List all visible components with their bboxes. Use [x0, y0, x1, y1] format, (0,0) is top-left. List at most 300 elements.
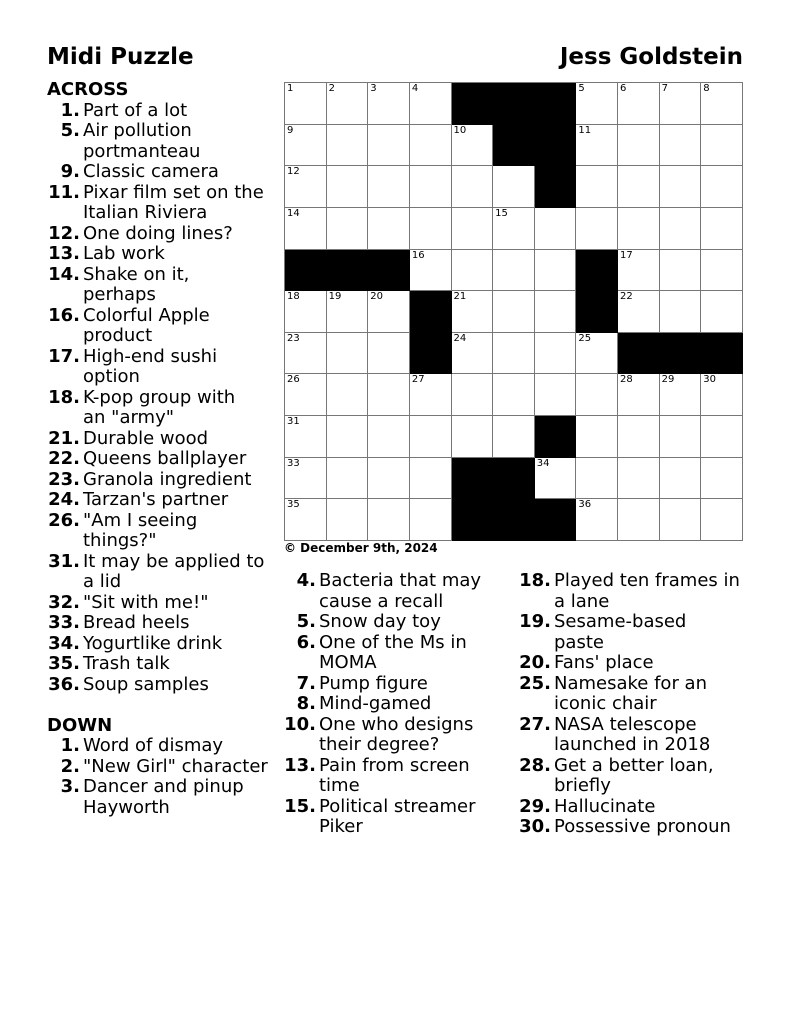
clue-number: 10. [284, 713, 316, 735]
grid-cell[interactable] [576, 83, 618, 125]
clue-text: Fans' place [554, 652, 654, 673]
clue-text: Bread heels [83, 612, 190, 633]
cell-number: 28 [620, 374, 633, 386]
clue-number: 27. [519, 713, 551, 735]
across-clue[interactable] [47, 306, 282, 347]
grid-cell[interactable] [660, 125, 702, 167]
clue-number: 13. [48, 243, 80, 264]
down-clue-column-2 [283, 571, 513, 838]
grid-cell[interactable] [452, 291, 494, 333]
cell-number: 4 [411, 83, 419, 94]
clue-text: One who designs [319, 713, 474, 735]
across-clue[interactable] [47, 593, 282, 614]
clue-number: 26. [48, 509, 80, 531]
grid-cell[interactable] [410, 125, 452, 167]
grid-cell[interactable] [576, 416, 618, 458]
grid-cell[interactable] [368, 416, 410, 458]
cell-number: 26 [287, 374, 300, 386]
clue-text: Granola ingredient [83, 468, 252, 490]
down-clue[interactable] [283, 571, 513, 612]
grid-cell[interactable] [660, 208, 702, 250]
clue-text: MOMA [319, 652, 377, 673]
down-clue[interactable] [283, 756, 513, 797]
cell-number: 10 [453, 124, 467, 136]
black-square [535, 125, 577, 167]
across-clue[interactable] [47, 265, 282, 306]
grid-cell[interactable] [368, 291, 410, 333]
clue-text: Pump figure [319, 672, 428, 694]
clue-number: 9. [60, 161, 80, 182]
grid-cell[interactable] [618, 374, 660, 416]
cell-number: 5 [578, 83, 585, 94]
clue-number: 29. [519, 795, 551, 817]
grid-cell[interactable] [327, 458, 369, 500]
clue-number: 33. [48, 612, 80, 633]
cell-number: 22 [620, 291, 633, 303]
puzzle-author: Jess Goldstein [559, 44, 743, 70]
down-clue[interactable] [283, 674, 513, 695]
black-square [618, 333, 660, 375]
clue-number: 17. [48, 345, 80, 367]
grid-cell[interactable] [493, 416, 535, 458]
grid-cell[interactable] [368, 333, 410, 375]
grid-cell[interactable] [285, 208, 327, 250]
cell-number: 25 [578, 332, 592, 344]
grid-cell[interactable] [410, 374, 452, 416]
grid-cell[interactable] [285, 416, 327, 458]
across-clue[interactable] [47, 183, 282, 224]
down-clue-column-3 [518, 571, 758, 838]
across-clue[interactable] [47, 511, 282, 552]
across-clue[interactable] [47, 101, 282, 122]
grid-cell[interactable] [576, 166, 618, 208]
across-clue[interactable] [47, 388, 282, 429]
clue-number: 12. [48, 222, 80, 244]
grid-cell[interactable] [701, 250, 743, 292]
clue-text: Queens ballplayer [83, 448, 247, 469]
grid-cell[interactable] [618, 416, 660, 458]
clue-number: 13. [284, 754, 316, 776]
grid-cell[interactable] [701, 83, 743, 125]
grid-cell[interactable] [701, 416, 743, 458]
across-clue[interactable] [47, 429, 282, 450]
clue-text: Hayworth [83, 796, 170, 818]
across-heading: ACROSS [47, 79, 129, 100]
across-clue[interactable] [47, 121, 282, 162]
grid-cell[interactable] [368, 374, 410, 416]
cell-number: 20 [370, 291, 383, 303]
down-clue[interactable] [283, 715, 513, 756]
grid-cell[interactable] [327, 166, 369, 208]
clue-number: 30. [519, 816, 551, 837]
clue-text: Colorful Apple [83, 304, 210, 326]
grid-cell[interactable] [576, 499, 618, 541]
clue-number: 18. [48, 386, 80, 408]
grid-cell[interactable] [576, 374, 618, 416]
clue-number: 3. [60, 776, 80, 797]
clue-text: Piker [319, 816, 363, 837]
grid-cell[interactable] [576, 333, 618, 375]
grid-cell[interactable] [618, 291, 660, 333]
cell-number: 12 [287, 166, 300, 178]
grid-cell[interactable] [493, 166, 535, 208]
black-square [660, 333, 702, 375]
clue-text: iconic chair [554, 693, 657, 714]
clue-text: NASA telescope [554, 713, 697, 735]
clue-text: Hallucinate [554, 795, 656, 817]
clue-text: Air pollution [83, 120, 192, 141]
clue-number: 16. [48, 304, 80, 326]
black-square [493, 458, 535, 500]
across-clue[interactable] [47, 490, 282, 511]
clue-text: "Am I seeing [83, 509, 198, 531]
crossword-grid [284, 82, 743, 541]
grid-cell[interactable] [410, 458, 452, 500]
cell-number: 35 [287, 499, 300, 511]
cell-number: 34 [536, 457, 550, 469]
clue-text: Dancer and pinup [83, 776, 244, 797]
grid-cell[interactable] [368, 83, 410, 125]
black-square [535, 416, 577, 458]
across-clue[interactable] [47, 675, 282, 696]
grid-cell[interactable] [452, 208, 494, 250]
cell-number: 9 [287, 124, 294, 136]
down-clue[interactable] [283, 633, 513, 674]
grid-cell[interactable] [285, 166, 327, 208]
clue-text: things?" [83, 530, 157, 551]
black-square [368, 250, 410, 292]
down-clue[interactable] [518, 653, 758, 674]
grid-cell[interactable] [660, 499, 702, 541]
black-square [535, 166, 577, 208]
clue-text: Yogurtlike drink [83, 632, 223, 654]
grid-cell[interactable] [660, 83, 702, 125]
clue-text: product [83, 325, 153, 346]
grid-cell[interactable] [285, 291, 327, 333]
grid-cell[interactable] [410, 83, 452, 125]
grid-cell[interactable] [493, 208, 535, 250]
clue-number: 34. [48, 632, 80, 654]
clue-text: One doing lines? [83, 222, 233, 244]
clue-text: Pain from screen [319, 754, 470, 776]
across-clue-column [47, 80, 282, 818]
cell-number: 1 [287, 83, 294, 94]
clue-text: Trash talk [83, 653, 170, 674]
clue-text: Bacteria that may [319, 570, 482, 591]
clue-text: Soup samples [83, 673, 209, 695]
clue-text: an "army" [83, 407, 175, 428]
grid-cell[interactable] [493, 250, 535, 292]
grid-cell[interactable] [660, 416, 702, 458]
across-clue[interactable] [47, 162, 282, 183]
down-clue-list [518, 571, 758, 838]
grid-cell[interactable] [618, 83, 660, 125]
cell-number: 21 [453, 291, 467, 303]
grid-cell[interactable] [493, 333, 535, 375]
black-square [452, 83, 494, 125]
clue-text: time [319, 775, 360, 796]
grid-cell[interactable] [410, 499, 452, 541]
clue-number: 35. [48, 653, 80, 674]
grid-cell[interactable] [452, 125, 494, 167]
down-clue[interactable] [283, 694, 513, 715]
grid-cell[interactable] [410, 416, 452, 458]
grid-cell[interactable] [535, 374, 577, 416]
across-clue[interactable] [47, 470, 282, 491]
grid-cell[interactable] [576, 458, 618, 500]
black-square [410, 333, 452, 375]
grid-cell[interactable] [327, 208, 369, 250]
grid-cell[interactable] [410, 166, 452, 208]
grid-cell[interactable] [452, 250, 494, 292]
clue-text: perhaps [83, 284, 156, 305]
black-square [493, 499, 535, 541]
cell-number: 15 [495, 207, 508, 219]
clue-number: 21. [48, 427, 80, 449]
down-clue[interactable] [518, 571, 758, 612]
across-clue[interactable] [47, 552, 282, 593]
clue-number: 11. [48, 181, 80, 203]
clue-text: Snow day toy [319, 611, 441, 632]
grid-cell[interactable] [701, 374, 743, 416]
cell-number: 23 [287, 332, 300, 344]
grid-cell[interactable] [327, 499, 369, 541]
grid-cell[interactable] [535, 291, 577, 333]
clue-text: "Sit with me!" [83, 591, 209, 613]
down-clue[interactable] [283, 612, 513, 633]
grid-cell[interactable] [285, 374, 327, 416]
grid-cell[interactable] [410, 208, 452, 250]
clue-text: Italian Riviera [83, 202, 208, 223]
clue-text: Lab work [83, 243, 165, 264]
grid-cell[interactable] [618, 166, 660, 208]
black-square [285, 250, 327, 292]
clue-text: paste [554, 631, 604, 653]
down-heading: DOWN [47, 714, 113, 736]
black-square [452, 499, 494, 541]
clue-text: It may be applied to [83, 550, 265, 572]
clue-number: 1. [60, 99, 80, 121]
grid-cell[interactable] [285, 458, 327, 500]
clue-number: 31. [48, 550, 80, 572]
grid-cell[interactable] [327, 416, 369, 458]
grid-cell[interactable] [327, 374, 369, 416]
grid-cell[interactable] [368, 458, 410, 500]
cell-number: 17 [620, 249, 633, 261]
clue-number: 8. [296, 693, 316, 714]
down-clue-list [283, 571, 513, 838]
clue-number: 5. [60, 120, 80, 141]
clue-text: briefly [554, 775, 611, 796]
clue-text: High-end sushi [83, 345, 218, 367]
down-clue[interactable] [518, 817, 758, 838]
black-square [535, 499, 577, 541]
black-square [535, 83, 577, 125]
clue-number: 15. [284, 795, 316, 817]
clue-number: 24. [48, 489, 80, 510]
cell-number: 27 [411, 374, 425, 386]
grid-cell[interactable] [327, 333, 369, 375]
grid-cell[interactable] [410, 250, 452, 292]
grid-cell[interactable] [701, 166, 743, 208]
grid-cell[interactable] [452, 416, 494, 458]
clue-number: 19. [519, 611, 551, 632]
grid-cell[interactable] [535, 208, 577, 250]
grid-cell[interactable] [535, 458, 577, 500]
clue-text: Political streamer [319, 795, 476, 817]
grid-cell[interactable] [368, 125, 410, 167]
down-clue[interactable] [47, 757, 282, 778]
grid-cell[interactable] [618, 458, 660, 500]
down-clue[interactable] [47, 777, 282, 818]
clue-number: 28. [519, 754, 551, 776]
grid-cell[interactable] [660, 250, 702, 292]
clue-text: option [83, 366, 140, 387]
grid-cell[interactable] [452, 166, 494, 208]
clue-text: Word of dismay [83, 735, 224, 756]
grid-cell[interactable] [285, 499, 327, 541]
clue-text: One of the Ms in [319, 631, 467, 653]
black-square [493, 125, 535, 167]
across-clue[interactable] [47, 347, 282, 388]
clue-text: Shake on it, [83, 263, 190, 285]
cell-number: 2 [328, 83, 335, 94]
clue-text: K-pop group with [83, 386, 236, 408]
clue-number: 14. [48, 263, 80, 285]
grid-cell[interactable] [368, 208, 410, 250]
clue-number: 18. [519, 570, 551, 591]
grid-cell[interactable] [618, 499, 660, 541]
grid-cell[interactable] [701, 499, 743, 541]
grid-cell[interactable] [576, 125, 618, 167]
grid-cell[interactable] [452, 374, 494, 416]
cell-number: 24 [453, 332, 467, 344]
clue-number: 32. [48, 591, 80, 613]
down-clue[interactable] [518, 674, 758, 715]
grid-cell[interactable] [493, 291, 535, 333]
grid-cell[interactable] [452, 333, 494, 375]
grid-cell[interactable] [368, 166, 410, 208]
clue-text: Part of a lot [83, 99, 188, 121]
grid-cell[interactable] [285, 125, 327, 167]
clue-text: Namesake for an [554, 672, 707, 694]
clue-number: 6. [296, 631, 316, 653]
cell-number: 30 [703, 374, 716, 386]
grid-cell[interactable] [285, 83, 327, 125]
grid-cell[interactable] [618, 250, 660, 292]
cell-number: 29 [661, 374, 675, 386]
down-clue-list [47, 736, 282, 818]
grid-cell[interactable] [618, 208, 660, 250]
across-clue[interactable] [47, 224, 282, 245]
clue-number: 25. [519, 672, 551, 694]
black-square [576, 291, 618, 333]
grid-cell[interactable] [368, 499, 410, 541]
black-square [327, 250, 369, 292]
clue-number: 22. [48, 448, 80, 469]
grid-cell[interactable] [660, 458, 702, 500]
clue-text: portmanteau [83, 140, 201, 162]
cell-number: 6 [620, 83, 627, 94]
clue-number: 7. [296, 672, 316, 694]
clue-text: a lid [83, 571, 122, 592]
clue-text: Durable wood [83, 427, 209, 449]
grid-cell[interactable] [660, 166, 702, 208]
grid-cell[interactable] [327, 291, 369, 333]
across-clue[interactable] [47, 654, 282, 675]
across-clue[interactable] [47, 449, 282, 470]
cell-number: 8 [703, 83, 710, 94]
clue-text: Possessive pronoun [554, 816, 731, 837]
cell-number: 33 [287, 457, 300, 469]
down-clue[interactable] [518, 612, 758, 653]
grid-cell[interactable] [535, 250, 577, 292]
across-clue-list [47, 101, 282, 696]
grid-cell[interactable] [701, 291, 743, 333]
across-clue[interactable] [47, 634, 282, 655]
clue-number: 5. [296, 611, 316, 632]
grid-cell[interactable] [327, 83, 369, 125]
cell-number: 36 [578, 499, 592, 511]
black-square [452, 458, 494, 500]
clue-text: Get a better loan, [554, 754, 714, 776]
grid-cell[interactable] [660, 374, 702, 416]
clue-text: launched in 2018 [554, 734, 711, 755]
grid-cell[interactable] [660, 291, 702, 333]
puzzle-date: © December 9th, 2024 [284, 541, 438, 555]
down-clue[interactable] [518, 756, 758, 797]
clue-number: 4. [296, 570, 316, 591]
clue-text: Mind-gamed [319, 693, 432, 714]
grid-cell[interactable] [701, 458, 743, 500]
grid-cell[interactable] [701, 125, 743, 167]
clue-text: their degree? [319, 734, 440, 755]
clue-number: 1. [60, 735, 80, 756]
down-clue[interactable] [47, 736, 282, 757]
cell-number: 19 [328, 291, 342, 303]
grid-cell[interactable] [285, 333, 327, 375]
grid-cell[interactable] [618, 125, 660, 167]
clue-text: Sesame-based [554, 611, 687, 632]
across-clue[interactable] [47, 613, 282, 634]
cell-number: 16 [411, 249, 425, 261]
clue-text: Classic camera [83, 161, 219, 182]
black-square [701, 333, 743, 375]
grid-cell[interactable] [576, 208, 618, 250]
clue-number: 2. [60, 755, 80, 777]
clue-text: Tarzan's partner [83, 489, 229, 510]
grid-cell[interactable] [493, 374, 535, 416]
black-square [576, 250, 618, 292]
down-clue[interactable] [283, 797, 513, 838]
clue-number: 23. [48, 468, 80, 490]
puzzle-title: Midi Puzzle [47, 44, 194, 70]
black-square [493, 83, 535, 125]
down-clue[interactable] [518, 797, 758, 818]
clue-text: cause a recall [319, 590, 444, 612]
cell-number: 7 [661, 83, 668, 94]
cell-number: 3 [370, 83, 377, 94]
clue-text: Pixar film set on the [83, 181, 264, 203]
across-clue[interactable] [47, 244, 282, 265]
grid-cell[interactable] [701, 208, 743, 250]
black-square [410, 291, 452, 333]
clue-text: a lane [554, 590, 610, 612]
down-clue[interactable] [518, 715, 758, 756]
grid-cell[interactable] [535, 333, 577, 375]
cell-number: 31 [287, 416, 300, 427]
grid-cell[interactable] [327, 125, 369, 167]
